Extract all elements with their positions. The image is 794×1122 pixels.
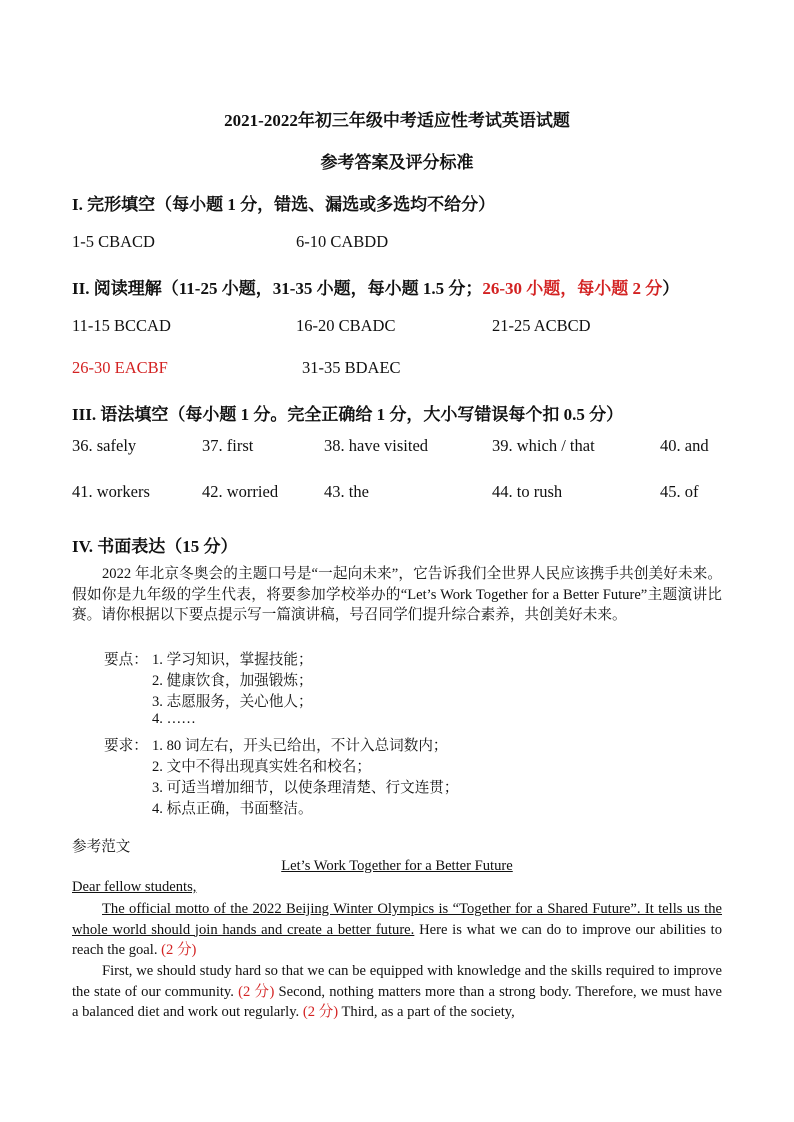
essay-paragraph-1 bbox=[72, 899, 722, 961]
answer-11-15: 11-15 BCCAD bbox=[72, 316, 171, 335]
section-2-heading-end: ） bbox=[662, 279, 680, 298]
answer-40: 40. and bbox=[660, 436, 709, 455]
answer-26-30: 26-30 EACBF bbox=[72, 358, 168, 377]
section-2-heading-highlight: 26-30 小题，每小题 2 分 bbox=[482, 279, 663, 298]
point-item: 1. 学习知识，掌握技能； bbox=[152, 652, 313, 668]
answer-42: 42. worried bbox=[202, 482, 279, 501]
document-subtitle: 参考答案及评分标准 bbox=[320, 153, 474, 172]
document-title: 2021-2022年初三年级中考适应性考试英语试题 bbox=[224, 111, 570, 130]
section-2-heading bbox=[72, 274, 679, 299]
point-item: 2. 健康饮食，加强锻炼； bbox=[152, 673, 313, 689]
answer-38: 38. have visited bbox=[324, 436, 429, 455]
essay-title: Let’s Work Together for a Better Future bbox=[281, 858, 513, 874]
score-note: (2 分) bbox=[238, 983, 275, 1000]
answer-39: 39. which / that bbox=[492, 436, 595, 455]
section-1-heading: I. 完形填空（每小题 1 分，错选、漏选或多选均不给分） bbox=[72, 195, 496, 214]
requirements-label: 要求： bbox=[104, 738, 148, 754]
essay-text: First, we should study hard so that we can be equipped with knowledge and the skills required to improve the state of our community. bbox=[72, 963, 722, 1000]
answer-41: 41. workers bbox=[72, 482, 150, 501]
requirement-item: 3. 可适当增加细节，以使条理清楚、行文连贯； bbox=[152, 780, 459, 796]
answer-1-5: 1-5 CBACD bbox=[72, 232, 155, 251]
answer-36: 36. safely bbox=[72, 436, 137, 455]
essay-greeting: Dear fellow students, bbox=[72, 879, 197, 895]
essay-text: Third, as a part of the society, bbox=[338, 1004, 515, 1021]
essay-text: Second, nothing matters more than a strong body. Therefore, we must have a balanced diet and work out regularly. bbox=[72, 983, 722, 1021]
answer-21-25: 21-25 ACBCD bbox=[492, 316, 591, 335]
section-3-heading: III. 语法填空（每小题 1 分。完全正确给 1 分，大小写错误每个扣 0.5 分） bbox=[72, 405, 624, 424]
essay-given-opening: The official motto of the 2022 Beijing Winter Olympics is “Together for a Shared Future”. It tells us the whole world should join hands and create a better future. bbox=[72, 901, 722, 938]
writing-prompt: 2022 年北京冬奥会的主题口号是“一起向未来”，它告诉我们全世界人民应该携手共创美好未来。假如你是九年级的学生代表，将要参加学校举办的“Let’s Work Together for a Better Future”主题演讲比赛。请你根据以下要点提示写一篇演讲稿，号召同学们提升综合素养，共创美好未来。 bbox=[72, 566, 722, 624]
answer-45: 45. of bbox=[660, 482, 699, 501]
requirement-item: 2. 文中不得出现真实姓名和校名； bbox=[152, 759, 371, 775]
essay-text: Here is what we can do to improve our abilities to reach the goal. bbox=[72, 921, 722, 959]
answer-31-35: 31-35 BDAEC bbox=[302, 358, 401, 377]
essay-paragraph-2 bbox=[72, 961, 722, 1023]
answer-37: 37. first bbox=[202, 436, 254, 455]
answer-43: 43. the bbox=[324, 482, 369, 501]
points-label: 要点： bbox=[104, 652, 148, 668]
score-note: (2 分) bbox=[302, 1004, 339, 1021]
requirement-item: 1. 80 词左右，开头已给出，不计入总词数内； bbox=[152, 738, 448, 754]
sample-label: 参考范文 bbox=[72, 839, 131, 855]
point-item: 3. 志愿服务，关心他人； bbox=[152, 694, 313, 710]
score-note: (2 分) bbox=[161, 942, 197, 959]
section-2-heading-main: II. 阅读理解（11-25 小题，31-35 小题，每小题 1.5 分； bbox=[72, 279, 483, 298]
requirement-item: 4. 标点正确，书面整洁。 bbox=[152, 801, 313, 817]
section-4-heading: IV. 书面表达（15 分） bbox=[72, 537, 238, 556]
answer-16-20: 16-20 CBADC bbox=[296, 316, 396, 335]
answer-44: 44. to rush bbox=[492, 482, 563, 501]
answer-6-10: 6-10 CABDD bbox=[296, 232, 389, 251]
point-item: 4. …… bbox=[152, 711, 196, 727]
